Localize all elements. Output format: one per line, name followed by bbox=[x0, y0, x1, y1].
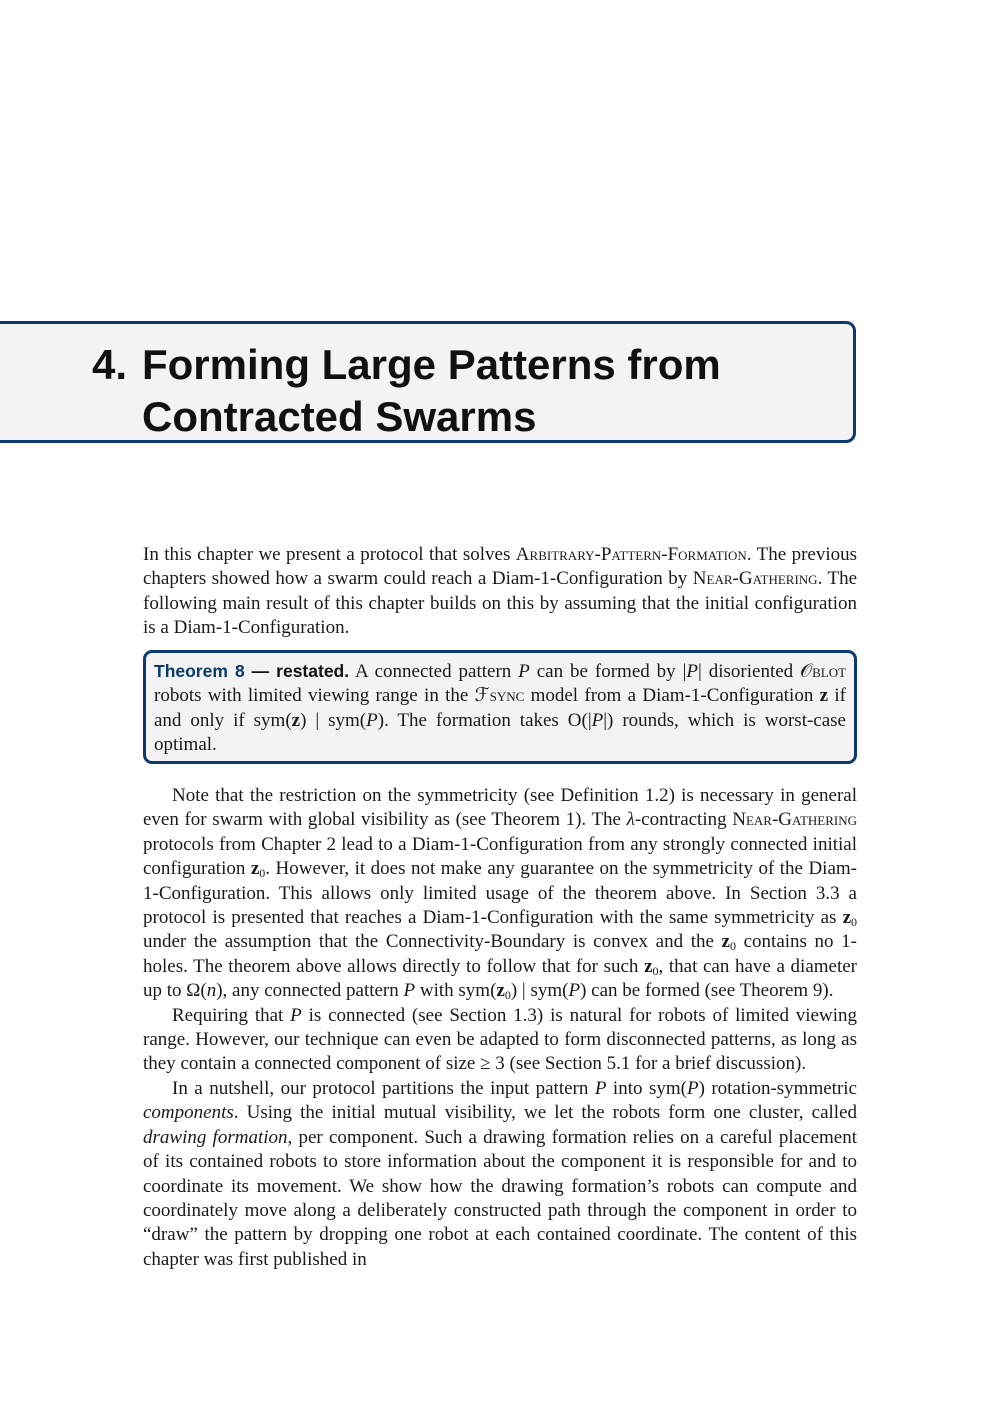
paragraph: Requiring that P is connected (see Section 1.3) is natural for robots of limited viewing range. However, our technique can even be adapted to form disconnected patterns, as long as they contain a connected component of size ≥ 3 (see Section 5.1 for a brief discussion). bbox=[143, 1004, 857, 1075]
intro-paragraph: In this chapter we present a protocol that solves Arbitrary-Pattern-Formation. The previous chapters showed how a swarm could reach a Diam-1-Configuration by Near-Gathering. The following main result of this chapter builds on this by assuming that the initial configuration is a Diam-1-Configuration. bbox=[143, 544, 857, 639]
theorem-label: Theorem 8 bbox=[154, 661, 245, 681]
problem-name: Near-Gathering bbox=[692, 568, 818, 590]
problem-name: Arbitrary-Pattern-Formation bbox=[515, 544, 747, 565]
body-text bbox=[143, 784, 857, 1272]
chapter-title-text: Forming Large Patterns from Contracted Swarms bbox=[142, 341, 721, 440]
chapter-title bbox=[92, 339, 782, 443]
chapter-number: 4. bbox=[92, 341, 128, 388]
paragraph: In a nutshell, our protocol partitions the input pattern P into sym(P) rotation-symmetric components. Using the initial mutual visibility, we let the robots form one cluster, called drawing formation, per component. Such a drawing formation relies on a careful placement of its contained robots to store information about the component it is responsible for and to coordinate its movement. We show how the drawing formation’s robots can compute and coordinately move along a deliberately constructed path through the component in order to “draw” the pattern by dropping one robot at each contained coordinate. The content of this chapter was first published in bbox=[143, 1077, 857, 1270]
paragraph: Note that the restriction on the symmetricity (see Definition 1.2) is necessary in general even for swarm with global visibility as (see Theorem 1). The λ-contracting Near-Gathering protocols from Chapter 2 lead to a Diam-1-Configuration from any strongly connected initial configuration $z_0$. However, it does not make any guarantee on the symmetricity of the Diam-1-Configuration. This allows only limited usage of the theorem above. In Section 3.3 a protocol is presented that reaches a Diam-1-Configuration with the same symmetricity as $z_0$ under the assumption that the Connectivity-Boundary is convex and the $z_0$ contains no 1-holes. The theorem above allows directly to follow that for such $z_0$, that can have a diameter up to Ω(n), any connected pattern P with $sym(z_0)$ | sym(P) can be formed (see Theorem 9). bbox=[143, 785, 857, 1003]
theorem-restated: — restated. bbox=[251, 661, 350, 681]
theorem-box: Theorem 8 — restated. A connected pattern P can be formed by |P| disoriented 𝒪blot robots with limited viewing range in the ℱsync model from a Diam-1-Configuration z if and only if sym(z) | sym(P). The formation takes O(|P|) rounds, which is worst-case optimal. bbox=[143, 650, 857, 764]
